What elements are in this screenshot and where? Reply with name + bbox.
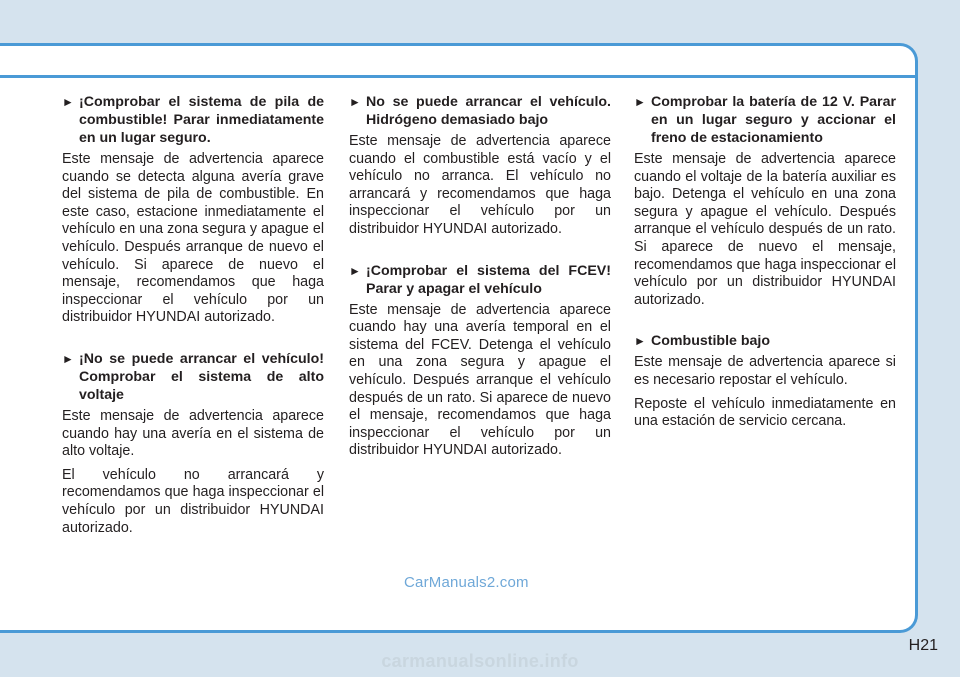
paragraph: Este mensaje de advertencia aparece cuando hay una avería temporal en el sistema del FCEV. Detenga el vehículo en una zona segura y apague el vehículo. Después arranque el vehículo después de un rato. Si aparece de nuevo el mensaje, recomendamos que haga inspeccionar el vehículo por un distribuidor HYUNDAI autorizado. xyxy=(349,301,611,459)
section-heading: ► ¡No se puede arrancar el vehículo! Comprobar el sistema de alto voltaje xyxy=(62,350,324,403)
arrow-icon: ► xyxy=(62,351,74,366)
paragraph: El vehículo no arrancará y recomendamos que haga inspeccionar el vehículo por un distribuidor HYUNDAI autorizado. xyxy=(62,466,324,536)
arrow-icon: ► xyxy=(349,95,361,109)
paragraph: Este mensaje de advertencia aparece cuando hay una avería en el sistema de alto voltaje. xyxy=(62,407,324,460)
section-heading: ► ¡Comprobar el sistema del FCEV! Parar y apagar el vehículo xyxy=(349,262,611,297)
section-heading: ► Combustible bajo xyxy=(634,333,771,350)
column-3 xyxy=(634,93,896,437)
paragraph: Este mensaje de advertencia aparece cuando se detecta alguna avería grave del sistema de pila de combustible. En este caso, estacione inmediatamente el vehículo en una zona segura y apague el vehículo. Después arranque de nuevo el vehículo. Si aparece de nuevo el mensaje, recomendamos que haga inspeccionar el vehículo por un distribuidor HYUNDAI autorizado. xyxy=(62,151,324,326)
paragraph: Este mensaje de advertencia aparece cuando el voltaje de la batería auxiliar es bajo. Detenga el vehículo en una zona segura y apague el vehículo. Después arranque el vehículo después de un rato. Si aparece de nuevo el mensaje, recomendamos que haga inspeccionar el vehículo por un distribuidor HYUNDAI autorizado. xyxy=(634,151,896,308)
section-heading: ► Comprobar la batería de 12 V. Parar en un lugar seguro y accionar el freno de estacionamiento xyxy=(634,94,896,146)
column-2 xyxy=(349,93,611,466)
page-number: H21 xyxy=(908,637,938,654)
header-rule xyxy=(0,75,918,78)
paragraph: Este mensaje de advertencia aparece cuando el combustible está vacío y el vehículo no arranca. El vehículo no arrancará y recomendamos que haga inspeccionar el vehículo por un distribuidor HYUNDAI autorizado. xyxy=(349,133,611,237)
arrow-icon: ► xyxy=(62,95,74,109)
column-1 xyxy=(62,93,324,543)
section-heading: ► ¡Comprobar el sistema de pila de combustible! Parar inmediatamente en un lugar seguro. xyxy=(62,94,324,146)
arrow-icon: ► xyxy=(634,95,646,109)
watermark-link[interactable]: CarManuals2.com xyxy=(404,574,529,591)
footer-watermark: carmanualsonline.info xyxy=(381,651,579,671)
paragraph: Este mensaje de advertencia aparece si es necesario repostar el vehículo. xyxy=(634,354,896,388)
arrow-icon: ► xyxy=(634,334,646,349)
section-heading: ► No se puede arrancar el vehículo. Hidrógeno demasiado bajo xyxy=(349,94,611,128)
arrow-icon: ► xyxy=(349,263,361,278)
paragraph: Reposte el vehículo inmediatamente en una estación de servicio cercana. xyxy=(634,395,896,430)
